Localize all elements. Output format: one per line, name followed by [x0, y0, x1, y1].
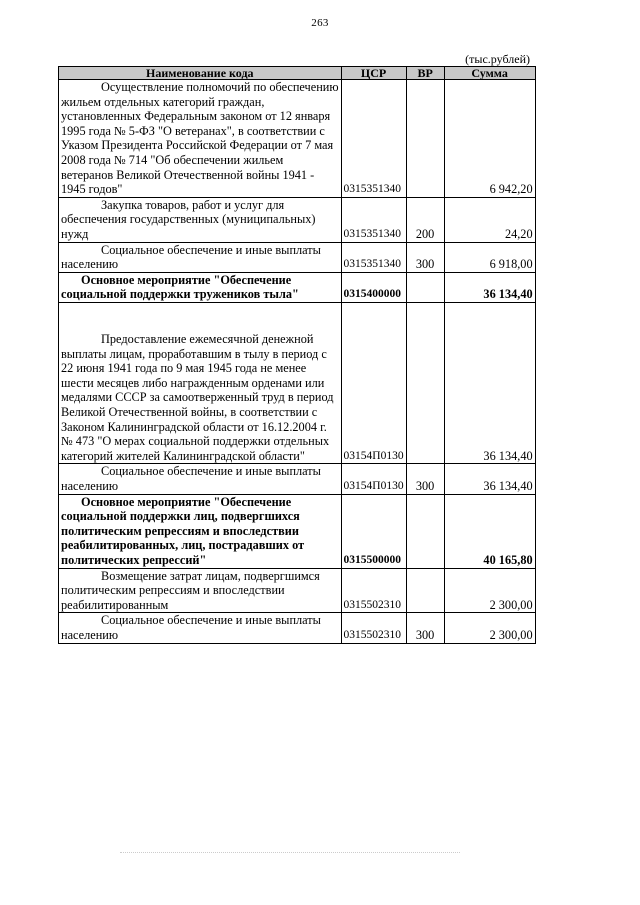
row-vr	[406, 494, 444, 568]
name-line: Возмещение затрат лицам, подвергшимся	[101, 568, 320, 583]
row-name	[59, 197, 342, 242]
name-line: политическим репрессиям и впоследствии	[61, 523, 299, 538]
row-sum: 36 134,40	[444, 464, 535, 494]
table-header-row	[59, 67, 536, 80]
name-line: Социальное обеспечение и иные выплаты	[101, 613, 321, 628]
row-csr: 0315400000	[341, 272, 406, 302]
name-line: Основное мероприятие "Обеспечение	[81, 272, 292, 287]
budget-table	[58, 66, 536, 644]
header-vr: ВР	[406, 67, 444, 80]
row-sum: 40 165,80	[444, 494, 535, 568]
name-line: политическим репрессиям и впоследствии	[61, 583, 285, 598]
row-name	[59, 80, 342, 198]
table-row	[59, 464, 536, 494]
table-row	[59, 197, 536, 242]
row-csr: 0315502310	[341, 613, 406, 643]
page-number: 263	[311, 17, 329, 29]
header-sum: Сумма	[444, 67, 535, 80]
table-row	[59, 568, 536, 613]
name-line: социальной поддержки лиц, подвергшихся	[61, 509, 300, 524]
name-line: выплаты лицам, проработавшим в тылу в период с	[61, 346, 327, 361]
name-line: Законом Калининградской области от 16.12.2004 г.	[61, 419, 327, 434]
name-line: 1995 года № 5-ФЗ "О ветеранах", в соответствии с	[61, 123, 325, 138]
name-line: 1945 годов"	[61, 182, 123, 197]
row-vr	[406, 272, 444, 302]
row-csr: 0315351340	[341, 242, 406, 272]
name-line: Осуществление полномочий по обеспечению	[101, 80, 339, 94]
row-vr: 300	[406, 613, 444, 643]
name-line: жильем отдельных категорий граждан,	[61, 94, 265, 109]
row-name	[59, 568, 342, 613]
table-row	[59, 80, 536, 198]
name-line: шести месяцев либо награжденным орденами или	[61, 375, 325, 390]
name-line: населению	[61, 257, 119, 272]
name-line: населению	[61, 627, 119, 642]
name-line: Великой Отечественной войны, в соответствии с	[61, 405, 318, 420]
row-name	[59, 242, 342, 272]
row-vr	[406, 302, 444, 464]
row-name	[59, 302, 342, 464]
name-line: Указом Президента Российской Федерации от 7 мая	[61, 138, 334, 153]
name-line: Основное мероприятие "Обеспечение	[81, 494, 292, 509]
row-csr: 03154П0130	[341, 302, 406, 464]
name-line: реабилитированным	[61, 597, 169, 612]
name-line: установленных Федеральным законом от 12 января	[61, 109, 331, 124]
row-csr: 0315500000	[341, 494, 406, 568]
name-line: политических репрессий"	[61, 553, 207, 567]
name-line: Социальное обеспечение и иные выплаты	[101, 464, 321, 479]
name-line: реабилитированных, лиц, пострадавших от	[61, 538, 305, 553]
scan-artifact-dots	[120, 852, 460, 853]
name-line: медалями СССР за самоотверженный труд в период	[61, 390, 334, 405]
header-csr: ЦСР	[341, 67, 406, 80]
row-sum: 6 942,20	[444, 80, 535, 198]
name-line: Закупка товаров, работ и услуг для	[101, 197, 285, 212]
table-row	[59, 242, 536, 272]
name-line: № 473 "О мерах социальной поддержки отдельных	[61, 434, 330, 449]
name-line: категорий жителей Калининградской области"	[61, 448, 305, 463]
units-label: (тыс.рублей)	[465, 52, 530, 66]
row-vr: 200	[406, 197, 444, 242]
name-line: Предоставление ежемесячной денежной	[101, 332, 314, 347]
row-name	[59, 494, 342, 568]
row-vr	[406, 568, 444, 613]
row-sum: 6 918,00	[444, 242, 535, 272]
row-vr: 300	[406, 242, 444, 272]
table-row	[59, 302, 536, 464]
table-row	[59, 272, 536, 302]
header-name: Наименование кода	[59, 67, 342, 80]
name-line: обеспечения государственных (муниципальных)	[61, 212, 316, 227]
name-line: социальной поддержки тружеников тыла"	[61, 287, 299, 302]
row-sum: 2 300,00	[444, 568, 535, 613]
row-name	[59, 464, 342, 494]
row-sum: 36 134,40	[444, 302, 535, 464]
row-csr: 0315502310	[341, 568, 406, 613]
name-line: 22 июня 1941 года по 9 мая 1945 года не менее	[61, 361, 307, 376]
row-csr: 03154П0130	[341, 464, 406, 494]
table-row	[59, 613, 536, 643]
row-sum: 2 300,00	[444, 613, 535, 643]
table-row	[59, 494, 536, 568]
name-line: 2008 года № 714 "Об обеспечении жильем	[61, 152, 284, 167]
row-name	[59, 613, 342, 643]
row-sum: 36 134,40	[444, 272, 535, 302]
row-csr: 0315351340	[341, 197, 406, 242]
row-sum: 24,20	[444, 197, 535, 242]
name-line: нужд	[61, 226, 89, 241]
row-csr: 0315351340	[341, 80, 406, 198]
row-vr	[406, 80, 444, 198]
row-name	[59, 272, 342, 302]
row-vr: 300	[406, 464, 444, 494]
name-line: Социальное обеспечение и иные выплаты	[101, 242, 321, 257]
name-line: населению	[61, 479, 119, 494]
name-line: ветеранов Великой Отечественной войны 1941 -	[61, 167, 315, 182]
